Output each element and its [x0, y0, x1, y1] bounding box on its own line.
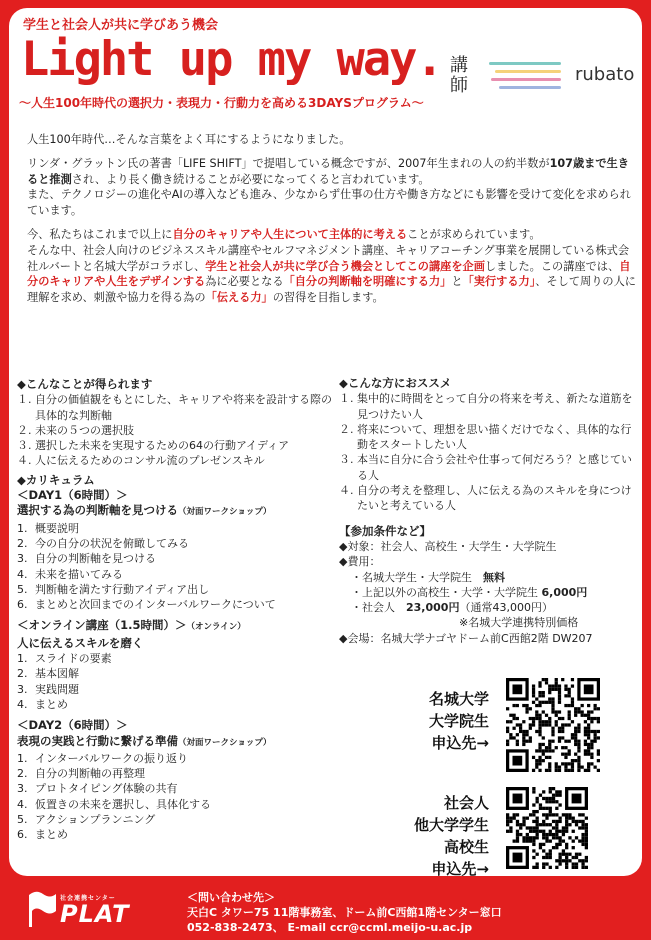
target-heading: ◆こんな方におススメ — [339, 376, 452, 390]
list-item: 4. 仮置きの未来を選択し、具体化する — [17, 797, 211, 811]
day2-label: ＜DAY2（6時間）＞ — [17, 718, 128, 733]
qr-code-others-icon[interactable] — [506, 787, 588, 869]
list-item: ４. 人に伝えるためのコンサル流のプレゼンスキル — [17, 454, 265, 468]
plat-small-text: 社会連携センター — [60, 895, 116, 902]
online-label: ＜オンライン講座（1.5時間）＞（オンライン） — [17, 618, 246, 633]
online-title: 人に伝えるスキルを磨く — [17, 635, 144, 650]
contact-address: 天白C タワー75 11階事務室、ドーム前C西館1階センター窓口 — [187, 906, 502, 919]
fee-line-3: ・社会人 23,000円（通常43,000円） — [351, 601, 553, 615]
list-item: 5. 判断軸を満たす行動アイディア出し — [17, 582, 210, 596]
list-item: 2. 基本図解 — [17, 667, 79, 681]
lecturer-label: 講師 — [450, 55, 468, 96]
contact-info — [187, 890, 502, 935]
contact-phone-email[interactable]: 052-838-2473、 E-mail ccr@ccml.meijo-u.ac.jp — [187, 921, 473, 934]
list-item: 5. アクションプランニング — [17, 813, 156, 827]
day1-label: ＜DAY1（6時間）＞ — [17, 488, 128, 503]
list-item: 6. まとめと次回までのインターバルワークについて — [17, 598, 276, 612]
list-item: 2. 自分の判断軸の再整理 — [17, 767, 145, 781]
main-title: Light up my way. — [21, 32, 442, 87]
list-item: 1. インターバルワークの振り返り — [17, 751, 189, 765]
apply-label-meijo: 名城大学 大学院生 申込先→ — [428, 690, 489, 752]
list-item: 1. 概要説明 — [17, 521, 79, 535]
list-item: 6. まとめ — [17, 828, 68, 842]
fee-line-2: ・上記以外の高校生・大学・大学院生 6,000円 — [351, 585, 588, 599]
list-item: ２. 将来について、理想を思い描くだけでなく、具体的な行動をスタートしたい人 — [339, 422, 632, 452]
day1-title: 選択する為の判断軸を見つける（対面ワークショップ） — [17, 503, 272, 518]
left-column — [17, 377, 342, 843]
apply-label-others: 社会人 他大学学生 高校生 申込先→ — [413, 794, 489, 876]
tagline: 学生と社会人が共に学びあう機会 — [23, 18, 219, 33]
logo-text: rubato — [575, 64, 635, 85]
fee-note: ※名城大学連携特別価格 — [459, 616, 579, 630]
qr-code-meijo-icon[interactable] — [506, 678, 600, 772]
intro-p2: リンダ・グラットン氏の著書「LIFE SHIFT」で提唱している概念ですが、2007年生まれの人の約半数が107歳まで生きると推測され、より長く働き続けることが必要になってくると言われています。 また、テクノロジーの進化やAIの導入なども進み、少なからず仕事の仕方や働き方などにも影響を受けて変化を求められています。 — [27, 156, 631, 218]
list-item: 3. 自分の判断軸を見つける — [17, 552, 156, 566]
fee-line-1: ・名城大学生・大学院生 無料 — [351, 570, 505, 584]
contact-label: ＜問い合わせ先＞ — [187, 891, 275, 904]
intro-p1: 人生100年時代…そんな言葉をよく耳にするようになりました。 — [27, 133, 351, 146]
venue: ◆会場：名城大学ナゴヤドーム前C西館2階 DW207 — [339, 631, 593, 645]
list-item: 4. 未来を描いてみる — [17, 567, 123, 581]
list-item: １. 自分の価値観をもとにした、キャリアや将来を設計する際の具体的な判断軸 — [17, 393, 332, 422]
plat-logo-text: PLAT — [60, 900, 130, 928]
gains-heading: ◆こんなことが得られます — [17, 377, 153, 391]
list-item: ３. 本当に自分に合う会社や仕事って何だろう？と感じている人 — [339, 453, 632, 482]
fee-label: ◆費用： — [339, 555, 381, 569]
conditions-target: ◆対象：社会人、高校生・大学生・大学院生 — [339, 539, 557, 553]
plat-flag-icon — [26, 889, 58, 929]
intro-text — [27, 132, 639, 314]
list-item: １. 集中的に時間をとって自分の将来を考え、新たな道筋を見つけたい人 — [339, 392, 633, 421]
list-item: 2. 今の自分の状況を俯瞰してみる — [17, 536, 189, 550]
list-item: 3. プロトタイピング体験の共有 — [17, 782, 178, 796]
list-item: 4. まとめ — [17, 697, 68, 711]
intro-p3: 今、私たちはこれまで以上に自分のキャリアや人生について主体的に考えることが求められています。 そんな中、社会人向けのビジネススキル講座やセルフマネジメント講座、キャリアコーチング事業を展開している株式会社ルバートと名城大学がコラボし、学生と社会人が共に学び合う機会としてこの講座を企画しました。この講座では、自分のキャリアや人生をデザインする為に必要となる「自分の判断軸を明確にする力」と「実行する力」、そして周りの人に理解を求め、刺激や協力を得る為の「伝える力」の習得を目指します。 — [27, 227, 636, 305]
flyer-card — [9, 8, 642, 876]
list-item: 3. 実践問題 — [17, 682, 79, 696]
subtitle: ～人生100年時代の選択力・表現力・行動力を高める3DAYSプログラム～ — [19, 96, 424, 110]
list-item: 1. スライドの要素 — [17, 652, 112, 666]
curriculum-heading: ◆カリキュラム — [17, 472, 95, 487]
list-item: ２. 未来の５つの選択肢 — [17, 423, 134, 437]
list-item: ３. 選択した未来を実現するための64の行動アイディア — [17, 439, 290, 453]
right-column — [339, 376, 639, 646]
day2-title: 表現の実践と行動に繋げる準備（対面ワークショップ） — [17, 733, 272, 748]
list-item: ４. 自分の考えを整理し、人に伝える為のスキルを身につけたいと考えている人 — [339, 484, 632, 513]
conditions-heading: 【参加条件など】 — [339, 523, 431, 538]
